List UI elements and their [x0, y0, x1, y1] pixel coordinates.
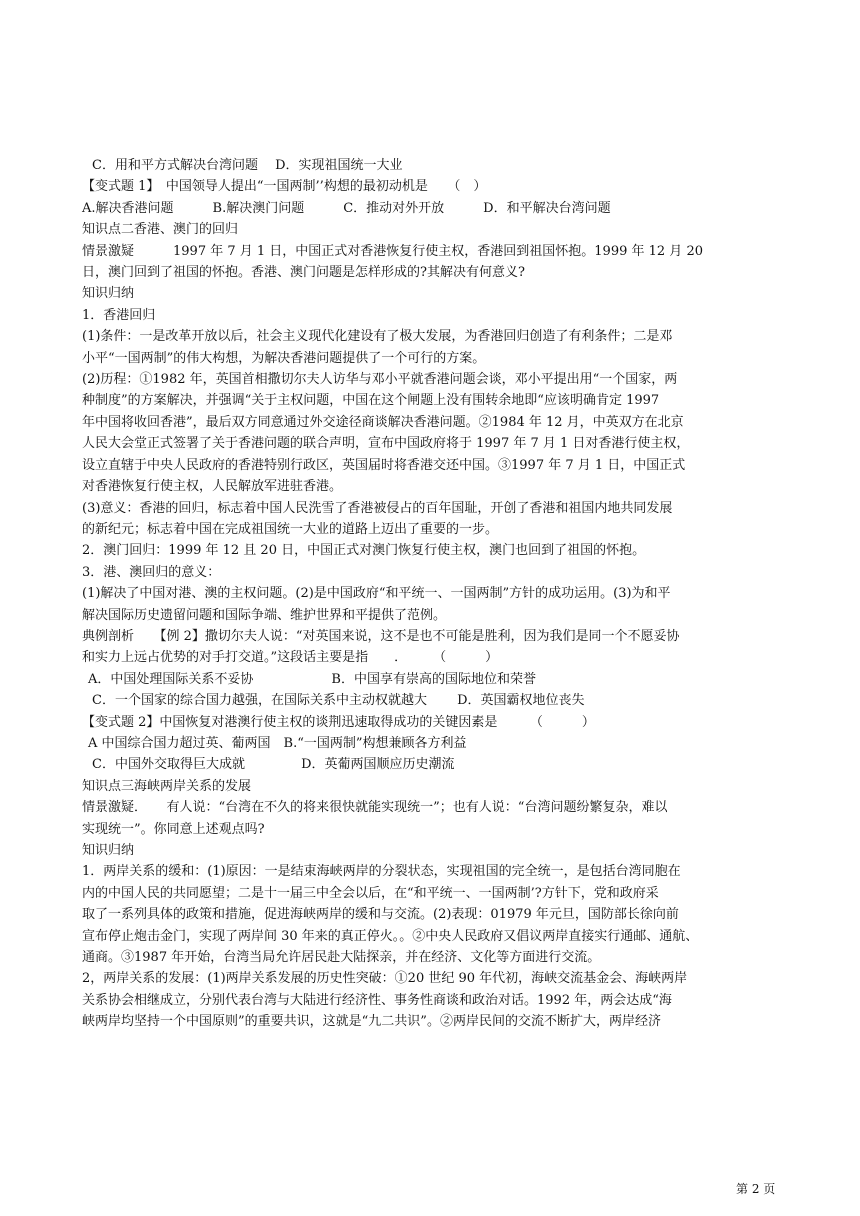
text-line: 典例剖析 【例 2】撒切尔夫人说：“对英国来说，这不是也不可能是胜利，因为我们是同一个不愿妥协: [82, 628, 680, 644]
text-line: 关系协会相继成立，分别代表台湾与大陆进行经济性、事务性商谈和政治对话。1992 年，两会达成“海: [82, 992, 672, 1008]
text-line: 取了一系列具体的政策和措施，促进海峡两岸的缓和与交流。(2)表现：01979 年元旦，国防部长徐向前: [82, 907, 679, 923]
section-heading: 知识点三海峡两岸关系的发展: [82, 778, 252, 794]
document-body: [82, 155, 782, 1033]
text-line: 人民大会堂正式签署了关于香港问题的联合声明，宣布中国政府将于 1997 年 7 月 1 日对香港行使主权，: [82, 436, 690, 452]
text-line: (3)意义：香港的回归，标志着中国人民洗雪了香港被侵占的百年国耻，开创了香港和祖国内地共同发展: [82, 500, 673, 516]
text-line: 小平“一国两制”的伟大构想，为解决香港问题提供了一个可行的方案。: [82, 350, 486, 366]
text-line: 内的中国人民的共同愿望；二是十一届三中全会以后，在“和平统一、一国两制’?方针下，党和政府采: [82, 885, 659, 901]
text-line: A 中国综合国力超过英、葡两国 B.“一国两制”构想兼顾各方利益: [88, 735, 467, 751]
text-line: 【变式题 1】 中国领导人提出“一国两制’’构想的最初动机是 （ ）: [82, 179, 487, 195]
text-line: 【变式题 2】中国恢复对港澳行使主权的谈荆迅速取得成功的关键因素是 （ ）: [82, 714, 595, 730]
text-line: 年中国将收回香港”，最后双方同意通过外交途径商谈解决香港问题。②1984 年 12 月，中英双方在北京: [82, 414, 684, 430]
text-line: 实现统一”。你同意上述观点吗?: [82, 821, 265, 837]
text-line: 1．两岸关系的缓和：(1)原因：一是结束海峡两岸的分裂状态，实现祖国的完全统一，是包括台湾同胞在: [82, 864, 681, 880]
text-line: 1．香港回归: [82, 307, 156, 323]
text-line: C．一个国家的综合国力越强，在国际关系中主动权就越大 D．英国霸权地位丧失: [92, 693, 585, 709]
section-heading: 知识归纳: [82, 286, 135, 302]
text-line: A.解决香港问题 B.解决澳门问题 C．推动对外开放 D．和平解决台湾问题: [82, 200, 611, 216]
text-line: 日，澳门回到了祖国的怀抱。香港、澳门问题是怎样形成的?其解决有何意义?: [82, 265, 525, 281]
text-line: C．用和平方式解决台湾问题 D．实现祖国统一大业: [92, 158, 403, 173]
text-line: 宣布停止炮击金门，实现了两岸间 30 年来的真正停火。。②中央人民政府又倡议两岸直接实行通邮、通航、: [82, 928, 699, 944]
section-heading: 知识归纳: [82, 843, 135, 858]
text-line: 的新纪元；标志着中国在完成祖国统一大业的道路上迈出了重要的一步。: [82, 521, 499, 537]
text-line: 峡两岸均坚持一个中国原则”的重要共识，这就是“九二共识”。②两岸民间的交流不断扩大，两岸经济: [82, 1014, 661, 1030]
text-line: 通商。③1987 年开始，台湾当局允许居民赴大陆探亲，并在经济、文化等方面进行交流。: [82, 950, 601, 966]
text-line: 和实力上远占优势的对手打交道。”这段话主要是指 ． （ ）: [82, 650, 499, 666]
text-line: 对香港恢复行使主权，人民解放军进驻香港。: [82, 479, 343, 495]
text-line: 情景激疑． 有人说：“台湾在不久的将来很快就能实现统一”；也有人说：“台湾问题纷繁复杂，难以: [82, 800, 668, 816]
section-heading: 知识点二香港、澳门的回归: [82, 222, 239, 238]
page-number: 第 2 页: [736, 1182, 776, 1196]
text-line: 设立直辖于中央人民政府的香港特别行政区，英国届时将香港交还中国。③1997 年 7 月 1 日，中国正式: [82, 457, 686, 473]
text-line: C．中国外交取得巨大成就 D．英葡两国顺应历史潮流: [92, 757, 455, 773]
text-line: 解决国际历史遗留问题和国际争端、维护世界和平提供了范例。: [82, 607, 447, 623]
text-line: A．中国处理国际关系不妥协 B．中国享有崇高的国际地位和荣誉: [88, 671, 536, 687]
text-line: 2．澳门回归：1999 年 12 且 20 日，中国正式对澳门恢复行使主权，澳门也回到了祖国的怀抱。: [82, 543, 646, 559]
text-line: (1)解决了中国对港、澳的主权问题。(2)是中国政府“和平统一、一国两制”方针的成功运用。(3)为和平: [82, 586, 671, 602]
text-line: 3．港、澳回归的意义：: [82, 564, 221, 580]
text-line: 情景激疑 1997 年 7 月 1 日，中国正式对香港恢复行使主权，香港回到祖国怀抱。1999 年 12 月 20: [82, 243, 703, 259]
text-line: 种制度”的方案解决，并强调“关于主权问题，中国在这个闸题上没有围转余地即“应该明确肯定 1997: [82, 393, 660, 409]
text-line: (1)条件：一是改革开放以后，社会主义现代化建设有了极大发展，为香港回归创造了有利条件；二是邓: [82, 329, 673, 345]
text-line: (2)历程：①1982 年，英国首相撒切尔夫人访华与邓小平就香港问题会谈，邓小平提出用“一个国家，两: [82, 372, 678, 388]
text-line: 2，两岸关系的发展：(1)两岸关系发展的历史性突破：①20 世纪 90 年代初，海峡交流基金会、海峡两岸: [82, 971, 688, 987]
